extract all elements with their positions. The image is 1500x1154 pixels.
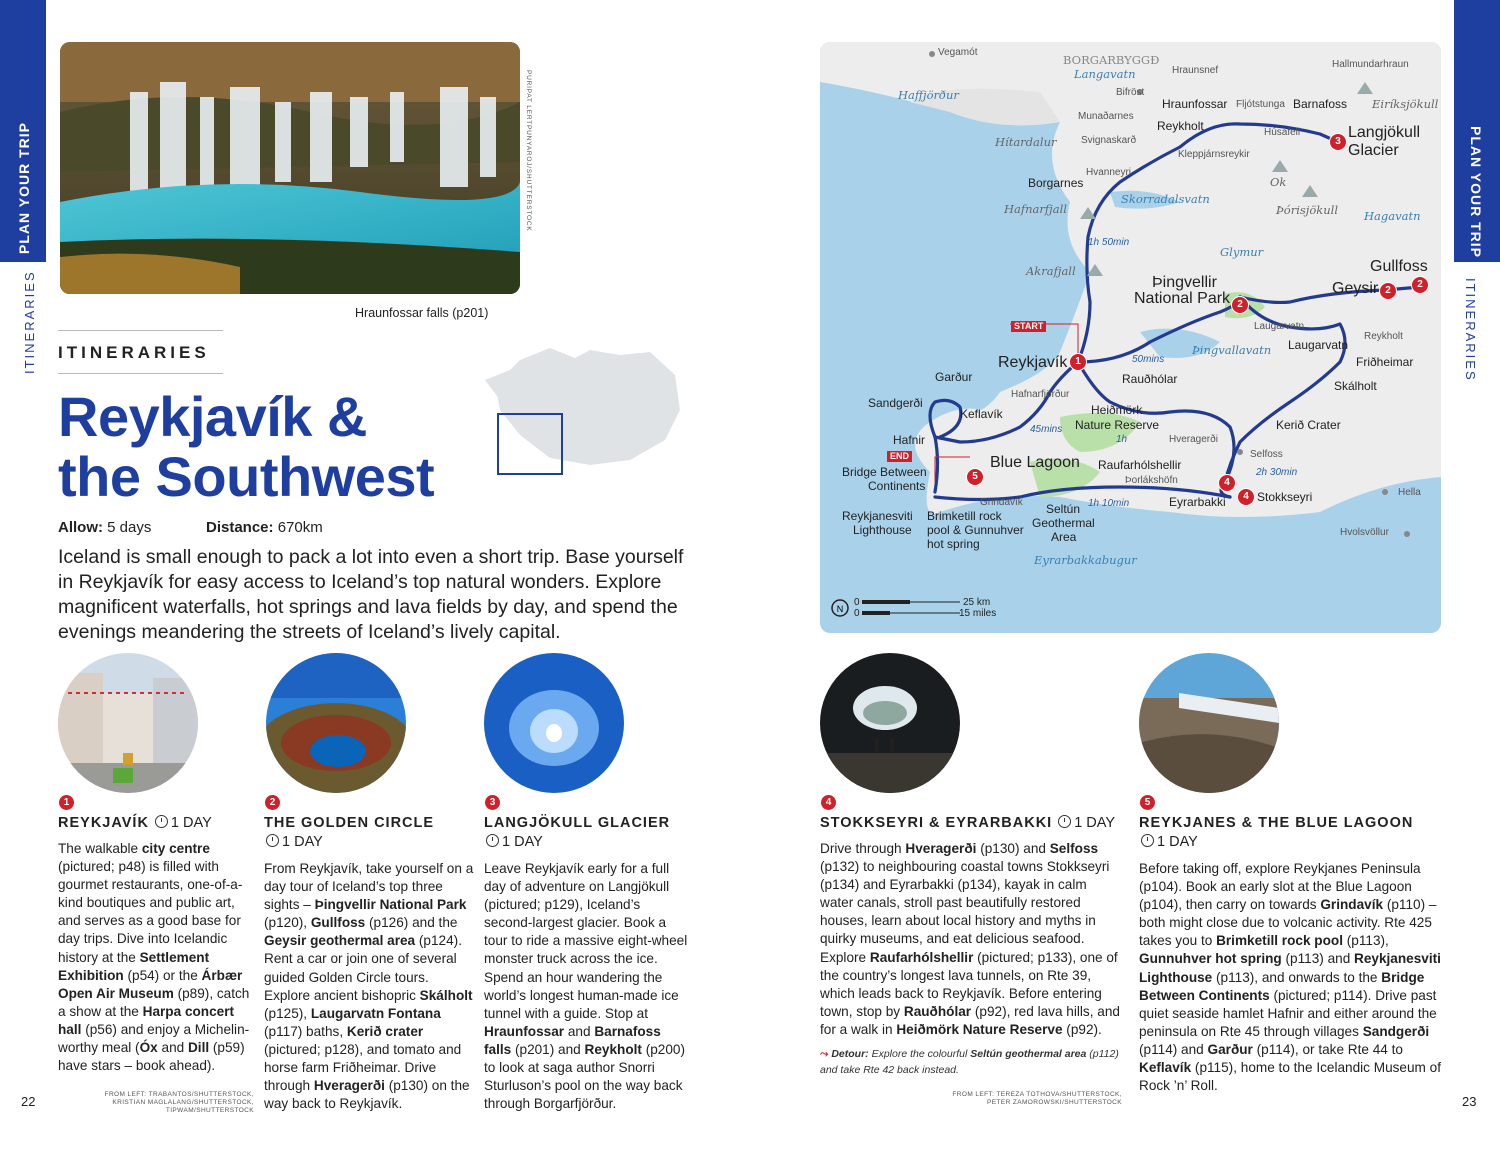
map-scale-km: 25 km [963, 597, 991, 608]
clock-icon [266, 834, 279, 847]
stop-2-number: 2 [265, 795, 280, 810]
map-label: Langavatn [1074, 67, 1136, 81]
map-label: Hafnarfjörður [1011, 389, 1070, 400]
map-label: Rauðhólar [1122, 372, 1178, 386]
stop-1-duration: 1 DAY [170, 815, 212, 831]
page-number-right: 23 [1462, 1094, 1477, 1109]
map-label: Area [1051, 530, 1077, 544]
stop-1-description: The walkable city centre (pictured; p48) is filled with gourmet restaurants, one-of-a-kind boutiques and public art, and serves as a good base for day trips. Dive into Icelandic history at the Settlement Exhibition (p54) or the Árbær Open Air Museum (p89), catch a show at the Harpa concert hall (p56) and enjoy a Michelin-worthy meal (Óx and Dill (p59) have stars – book ahead). [58, 841, 250, 1074]
map-label: Friðheimar [1356, 355, 1414, 369]
map-label: Reykholt [1157, 119, 1204, 133]
map-scale-zero-mi: 0 [854, 608, 860, 619]
map-label: hot spring [927, 537, 980, 551]
map-label: BORGARBYGGÐ [1063, 53, 1160, 67]
stop-2-description: From Reykjavík, take yourself on a day tour of Iceland’s top three sights – Þingvellir National Park (p120), Gullfoss (p126) and the Geysir geothermal area (p124). Rent a car or join one of several guided Golden Circle tours. Explore ancient bishopric Skálholt (p125), Laugarvatn Fontana (p117) baths, Kerið crater (pictured; p128), and tomato and horse farm Friðheimar. Drive through Hveragerði (p130) on the way back to Reykjavík. [264, 861, 474, 1112]
right-section-label: ITINERARIES [1463, 278, 1478, 382]
title-line-2: the Southwest [58, 445, 435, 508]
stop-3-number: 3 [485, 795, 500, 810]
map-label: Bifröst [1116, 87, 1145, 98]
map-stop-3: 3 [1329, 133, 1347, 151]
map-stop-2b: 2 [1411, 276, 1429, 294]
map-label: Hítardalur [995, 135, 1057, 149]
stop-5-title [1139, 814, 1413, 852]
route-map [820, 42, 1441, 633]
stop-3-name: LANGJÖKULL GLACIER [484, 815, 671, 831]
map-label: Selfoss [1250, 449, 1283, 460]
stop-1-photo [58, 653, 198, 793]
allow-label: Allow: [58, 519, 103, 536]
stop-3-description: Leave Reykjavík early for a full day of adventure on Langjökull (pictured; p129), Iceland’s second-largest glacier. Book a tour to ride a massive eight-wheel monster truck across the ice. Spend an hour wandering the world’s longest human-made ice tunnel with a guide. Stop at Hraunfossar and Barnafoss falls (p201) and Reykholt (p200) to look at saga author Snorri Sturluson’s pool on the way back through Borgarfjörður. [484, 861, 688, 1112]
map-label: Skálholt [1334, 379, 1377, 393]
map-stop-2a: 2 [1379, 282, 1397, 300]
map-label: Eyrarbakki [1169, 495, 1226, 509]
map-label: Keflavík [960, 407, 1003, 421]
stop-5-photo [1139, 653, 1279, 793]
route-start-tag: START [1011, 321, 1046, 332]
hero-caption: Hraunfossar falls (p201) [355, 306, 489, 320]
map-label: Hagavatn [1364, 209, 1421, 223]
map-label: Sandgerði [868, 396, 923, 410]
distance-value: 670km [277, 519, 323, 536]
allow-meta [58, 519, 151, 536]
map-label: Hvolsvöllur [1340, 527, 1389, 538]
detour-label: Detour: [831, 1048, 869, 1060]
stop-4-photo [820, 653, 960, 793]
map-scale-mi: 15 miles [959, 608, 997, 619]
map-label: Glymur [1220, 245, 1264, 259]
map-label: Svignaskarð [1081, 135, 1137, 146]
stop-3-photo [484, 653, 624, 793]
allow-value: 5 days [107, 519, 152, 536]
map-label: Brimketill rock [927, 509, 1002, 523]
map-label: Seltún [1046, 502, 1081, 516]
map-label: Grindavík [980, 497, 1023, 508]
map-label: pool & Gunnuhver [927, 523, 1024, 537]
map-label: Hveragerði [1169, 434, 1218, 445]
page-number-left: 22 [21, 1094, 36, 1109]
detour-note: ⤳ Detour: Explore the colourful Seltún geothermal area (p112) and take Rte 42 back instead. [820, 1048, 1119, 1076]
map-label: Blue Lagoon [990, 454, 1080, 471]
stop-2-title [264, 814, 434, 852]
map-label: Geysir [1332, 280, 1379, 297]
hero-photo-credit: PURIPAT LERTPUNYAROJ/SHUTTERSTOCK [525, 70, 532, 232]
map-label: Bridge Between [842, 465, 927, 479]
stop-5-duration: 1 DAY [1157, 834, 1198, 850]
map-label: 45mins [1030, 424, 1063, 435]
stop-4-description: Drive through Hveragerði (p130) and Selfoss (p132) to neighbouring coastal towns Stokkseyri (p134) and Eyrarbakki (p134), kayak in calm water canals, stroll past beautifully restored houses, learn about local history and myths in quirky museums, and eat delicious seafood. Explore Raufarhólshellir (pictured; p133), one of the country’s longest lava tunnels, on Rte 39, which leads back to Reykjavík. Before entering town, stop by Rauðhólar (p92), red lava hills, and for a walk in Heiðmörk Nature Reserve (p92). [820, 841, 1120, 1037]
map-stop-4a: 4 [1218, 474, 1236, 492]
map-label: Ok [1270, 175, 1287, 189]
map-label: Eyrarbakkabugur [1034, 553, 1137, 567]
stop-4-title [820, 814, 1115, 833]
map-label: Hallmundarhraun [1332, 59, 1409, 70]
credits-left: FROM LEFT: TRABANTOS/SHUTTERSTOCK, KRISTIAN MAGLALANG/SHUTTERSTOCK, TIPWAM/SHUTTERSTOCK [104, 1091, 254, 1114]
map-label: 2h 30min [1256, 467, 1298, 478]
map-label: Hafnarfjall [1004, 202, 1067, 216]
map-label: Langjökull [1348, 124, 1421, 141]
stop-3-duration: 1 DAY [502, 834, 543, 850]
map-label: Lighthouse [853, 523, 912, 537]
map-label: Borgarnes [1028, 176, 1084, 190]
map-label: 50mins [1132, 354, 1165, 365]
map-label: 1h 50min [1088, 237, 1130, 248]
map-label: Geothermal [1032, 516, 1095, 530]
map-stop-1: 1 [1069, 353, 1087, 371]
map-label: Þingvallavatn [1192, 343, 1272, 357]
stop-2-name: THE GOLDEN CIRCLE [264, 815, 435, 831]
map-label: Eiríksjökull [1372, 97, 1439, 111]
credits-right: FROM LEFT: TEREZA TOTHOVA/SHUTTERSTOCK, PETER ZAMOROWSKI/SHUTTERSTOCK [952, 1091, 1122, 1106]
map-label: Continents [868, 479, 926, 493]
map-label: Raufarhólshellir [1098, 458, 1182, 472]
map-label: Laugarvatn [1254, 321, 1305, 332]
map-stop-5: 5 [966, 468, 984, 486]
map-label: Laugarvatn [1288, 338, 1349, 352]
map-label: Munaðarnes [1078, 111, 1134, 122]
stop-2-photo [266, 653, 406, 793]
map-label: Haffjörður [898, 88, 959, 102]
map-label: Barnafoss [1293, 97, 1348, 111]
map-stop-2c: 2 [1231, 296, 1249, 314]
map-label: Kleppjárnsreykir [1178, 149, 1250, 160]
map-label: Hella [1398, 487, 1421, 498]
map-label: Þingvellir [1152, 274, 1217, 291]
stop-4-number: 4 [821, 795, 836, 810]
map-label: Skorradalsvatn [1121, 192, 1210, 206]
map-label: Reykjavík [998, 354, 1068, 371]
map-stop-4b: 4 [1237, 488, 1255, 506]
map-label: Þorlákshöfn [1125, 475, 1178, 486]
map-scale-zero-km: 0 [854, 597, 860, 608]
map-label: Akrafjall [1026, 264, 1076, 278]
map-label: 1h 10min [1088, 498, 1130, 509]
stop-3-title [484, 814, 670, 852]
distance-label: Distance: [206, 519, 274, 536]
map-label: Hafnir [893, 433, 926, 447]
section-label: ITINERARIES [58, 343, 210, 362]
map-label: 1h [1116, 434, 1128, 445]
stop-5-name: REYKJANES & THE BLUE LAGOON [1139, 815, 1414, 831]
detour-icon: ⤳ [820, 1048, 832, 1060]
map-label: Stokkseyri [1257, 490, 1313, 504]
stop-1-title [58, 814, 212, 833]
map-label: Reykjanesviti [842, 509, 913, 523]
page-title [58, 387, 434, 507]
map-label: Húsafell [1264, 127, 1301, 138]
map-label: Nature Reserve [1075, 418, 1160, 432]
left-section-label: ITINERARIES [22, 270, 37, 374]
map-label: Fljótstunga [1236, 99, 1285, 110]
header-rule-top [58, 330, 223, 331]
clock-icon [1058, 815, 1071, 828]
stop-2-duration: 1 DAY [282, 834, 323, 850]
svg-text:N: N [836, 604, 844, 614]
stop-4-name: STOKKSEYRI & EYRARBAKKI [820, 815, 1053, 831]
stop-5-number: 5 [1140, 795, 1155, 810]
header-rule-bottom [58, 373, 223, 374]
map-label: Kerið Crater [1276, 418, 1341, 432]
map-label: Hvanneyri [1086, 167, 1132, 178]
intro-paragraph: Iceland is small enough to pack a lot into even a short trip. Base yourself in Reykjavík for easy access to Iceland’s top natural wonders. Explore magnificent waterfalls, hot springs and lava fields by day, and spend the evenings meandering the streets of Iceland’s lively capital. [58, 546, 684, 643]
hraunfossar-photo [60, 42, 520, 294]
map-label: Gullfoss [1370, 258, 1428, 275]
map-label: Reykholt [1364, 331, 1403, 342]
map-label: Hraunsnef [1172, 65, 1219, 76]
clock-icon [1141, 834, 1154, 847]
map-label: Þórisjökull [1276, 203, 1338, 217]
title-line-1: Reykjavík & [58, 385, 367, 448]
stop-4-duration: 1 DAY [1074, 815, 1116, 831]
left-tab-label: PLAN YOUR TRIP [16, 122, 32, 254]
stop-5-description: Before taking off, explore Reykjanes Peninsula (p104). Book an early slot at the Blue Lagoon (p104), then carry on towards Grindavík (p110) – both might close due to volcanic activity. Rte 425 takes you to Brimketill rock pool (p113), Gunnuhver hot spring (p113) and Reykjanesviti Lighthouse (p113), and onwards to the Bridge Between Continents (pictured; p114). Drive past quiet seaside hamlet Hafnir and either around the peninsula on Rte 45 through villages Sandgerði (p114) and Garður (p114), or take Rte 44 to Keflavík (p115), home to the Icelandic Museum of Rock ’n’ Roll. [1139, 861, 1441, 1094]
map-label: Garður [935, 370, 973, 384]
map-label: Hraunfossar [1162, 97, 1228, 111]
map-label: National Park [1134, 290, 1231, 307]
clock-icon [155, 815, 168, 828]
map-label: Vegamót [938, 47, 978, 58]
stop-1-number: 1 [59, 795, 74, 810]
stop-1-name: REYKJAVÍK [58, 815, 149, 831]
map-label: Heiðmörk [1091, 403, 1143, 417]
right-tab-label: PLAN YOUR TRIP [1468, 126, 1484, 258]
route-end-tag: END [887, 451, 912, 462]
iceland-locator-map [480, 340, 690, 480]
map-label: Glacier [1348, 142, 1399, 159]
distance-meta [206, 519, 323, 536]
clock-icon [486, 834, 499, 847]
